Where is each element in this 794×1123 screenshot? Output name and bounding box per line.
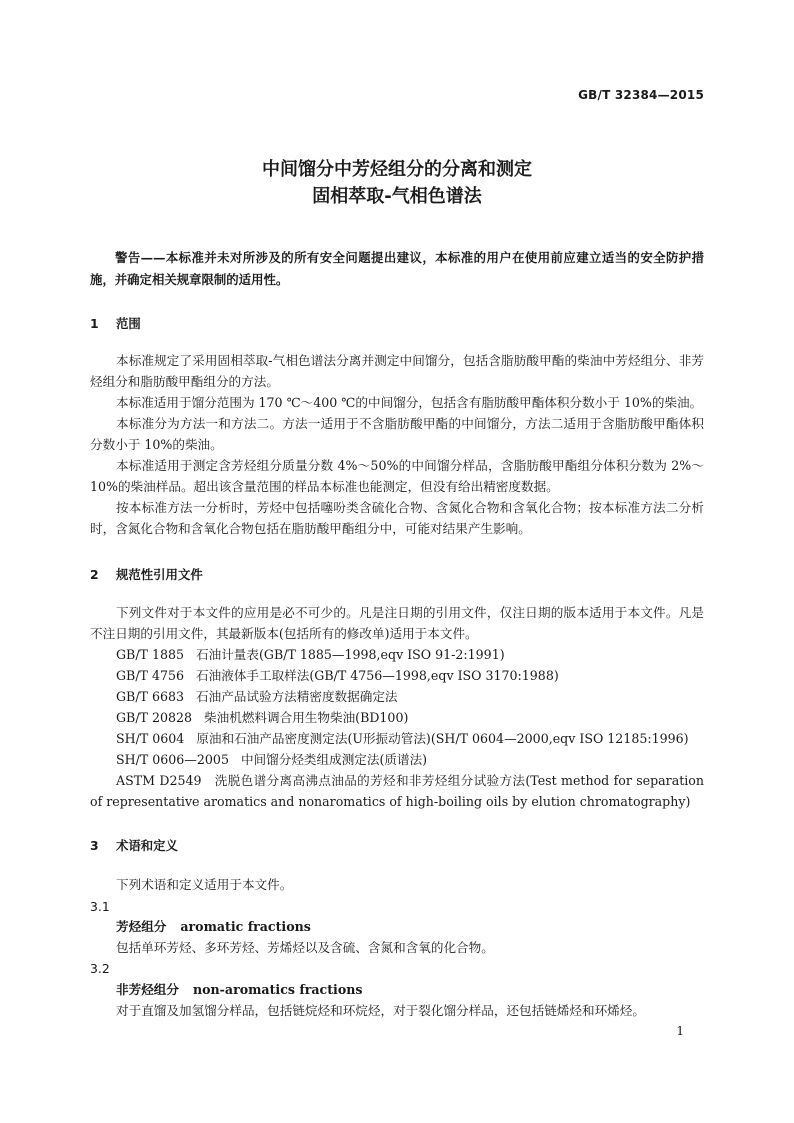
reference-title: 石油计量表(GB/T 1885—1998,eqv ISO 91-2:1991) [196, 647, 505, 662]
reference-code: GB/T 1885 [116, 647, 185, 662]
paragraph: 下列文件对于本文件的应用是必不可少的。凡是注日期的引用文件，仅注日期的版本适用于本文件。凡是不注日期的引用文件，其最新版本(包括所有的修改单)适用于本文件。 [90, 605, 704, 641]
page-number: 1 [676, 1024, 684, 1038]
term-number: 3.1 [90, 899, 110, 914]
reference-code: GB/T 20828 [116, 710, 193, 725]
reference-title: 石油产品试验方法精密度数据确定法 [196, 689, 398, 704]
reference-title: 原油和石油产品密度测定法(U形振动管法)(SH/T 0604—2000,eqv ISO 12185:1996) [196, 731, 689, 746]
page-title-line1: 中间馏分中芳烃组分的分离和测定 [262, 159, 532, 180]
reference-code: GB/T 4756 [116, 668, 185, 683]
section-number: 3 [90, 838, 99, 853]
reference-code: GB/T 6683 [116, 689, 185, 704]
term-zh: 芳烃组分 [116, 919, 167, 934]
term-entry [116, 979, 645, 1021]
reference-item [90, 686, 704, 707]
reference-title: 中间馏分烃类组成测定法(质谱法) [240, 752, 428, 767]
section-title: 术语和定义 [116, 838, 178, 853]
term-number: 3.2 [90, 961, 110, 976]
paragraph: 本标准适用于馏分范围为 170 ℃～400 ℃的中间馏分，包括含有脂肪酸甲酯体积分数小于 10%的柴油。 [116, 395, 703, 410]
term-zh: 非芳烃组分 [116, 982, 179, 997]
paragraph: 本标准适用于测定含芳烃组分质量分数 4%～50%的中间馏分样品，含脂肪酸甲酯组分体积分数为 2%～10%的柴油样品。超出该含量范围的样品本标准也能测定，但没有给出精密度数据。 [90, 458, 704, 494]
section-title: 范围 [116, 316, 141, 331]
section-title: 规范性引用文件 [116, 567, 203, 582]
term-definition: 对于直馏及加氢馏分样品，包括链烷烃和环烷烃，对于裂化馏分样品，还包括链烯烃和环烯烃。 [116, 1003, 645, 1018]
term-en: non-aromatics fractions [192, 982, 363, 997]
reference-title: 石油液体手工取样法(GB/T 4756—1998,eqv ISO 3170:1988) [196, 668, 559, 683]
term-definition: 包括单环芳烃、多环芳烃、芳烯烃以及含硫、含氮和含氧的化合物。 [116, 940, 494, 955]
section-1-body [90, 350, 704, 539]
page-title-line2: 固相萃取-气相色谱法 [312, 186, 482, 207]
section-2-body [90, 602, 704, 812]
paragraph: 下列术语和定义适用于本文件。 [116, 877, 293, 892]
paragraph: 本标准分为方法一和方法二。方法一适用于不含脂肪酸甲酯的中间馏分，方法二适用于含脂肪酸甲酯体积分数小于 10%的柴油。 [90, 416, 704, 452]
paragraph: 按本标准方法一分析时，芳烃中包括噻吩类含硫化合物、含氮化合物和含氧化合物；按本标准方法二分析时，含氮化合物和含氧化合物包括在脂肪酸甲酯组分中，可能对结果产生影响。 [90, 500, 704, 536]
section-number: 1 [90, 316, 99, 331]
standard-code: GB/T 32384—2015 [578, 88, 704, 102]
reference-item-astm: ASTM D2549 洗脱色谱分离高沸点油品的芳烃和非芳烃组分试验方法(Test method for separation of representative aromatics and nonaromatics of high-boiling oils by elution chromatography) [90, 773, 704, 809]
section-3-intro [90, 874, 704, 895]
term-heading [116, 979, 645, 1000]
term-heading [116, 916, 494, 937]
term-en: aromatic fractions [180, 919, 311, 934]
reference-item [90, 707, 704, 728]
term-entry [116, 916, 494, 958]
reference-item [90, 728, 704, 749]
reference-item [90, 644, 704, 665]
section-3-heading [90, 836, 178, 854]
reference-code: SH/T 0606—2005 [116, 752, 229, 767]
reference-item [90, 665, 704, 686]
reference-code: SH/T 0604 [116, 731, 185, 746]
warning-text: 警告——本标准并未对所涉及的所有安全问题提出建议，本标准的用户在使用前应建立适当的安全防护措施，并确定相关规章限制的适用性。 [90, 250, 704, 287]
section-number: 2 [90, 567, 99, 582]
paragraph: 本标准规定了采用固相萃取-气相色谱法分离并测定中间馏分，包括含脂肪酸甲酯的柴油中芳烃组分、非芳烃组分和脂肪酸甲酯组分的方法。 [90, 353, 704, 389]
section-2-heading [90, 565, 203, 583]
reference-item [90, 749, 704, 770]
reference-title: 柴油机燃料调合用生物柴油(BD100) [204, 710, 409, 725]
section-1-heading [90, 314, 141, 332]
